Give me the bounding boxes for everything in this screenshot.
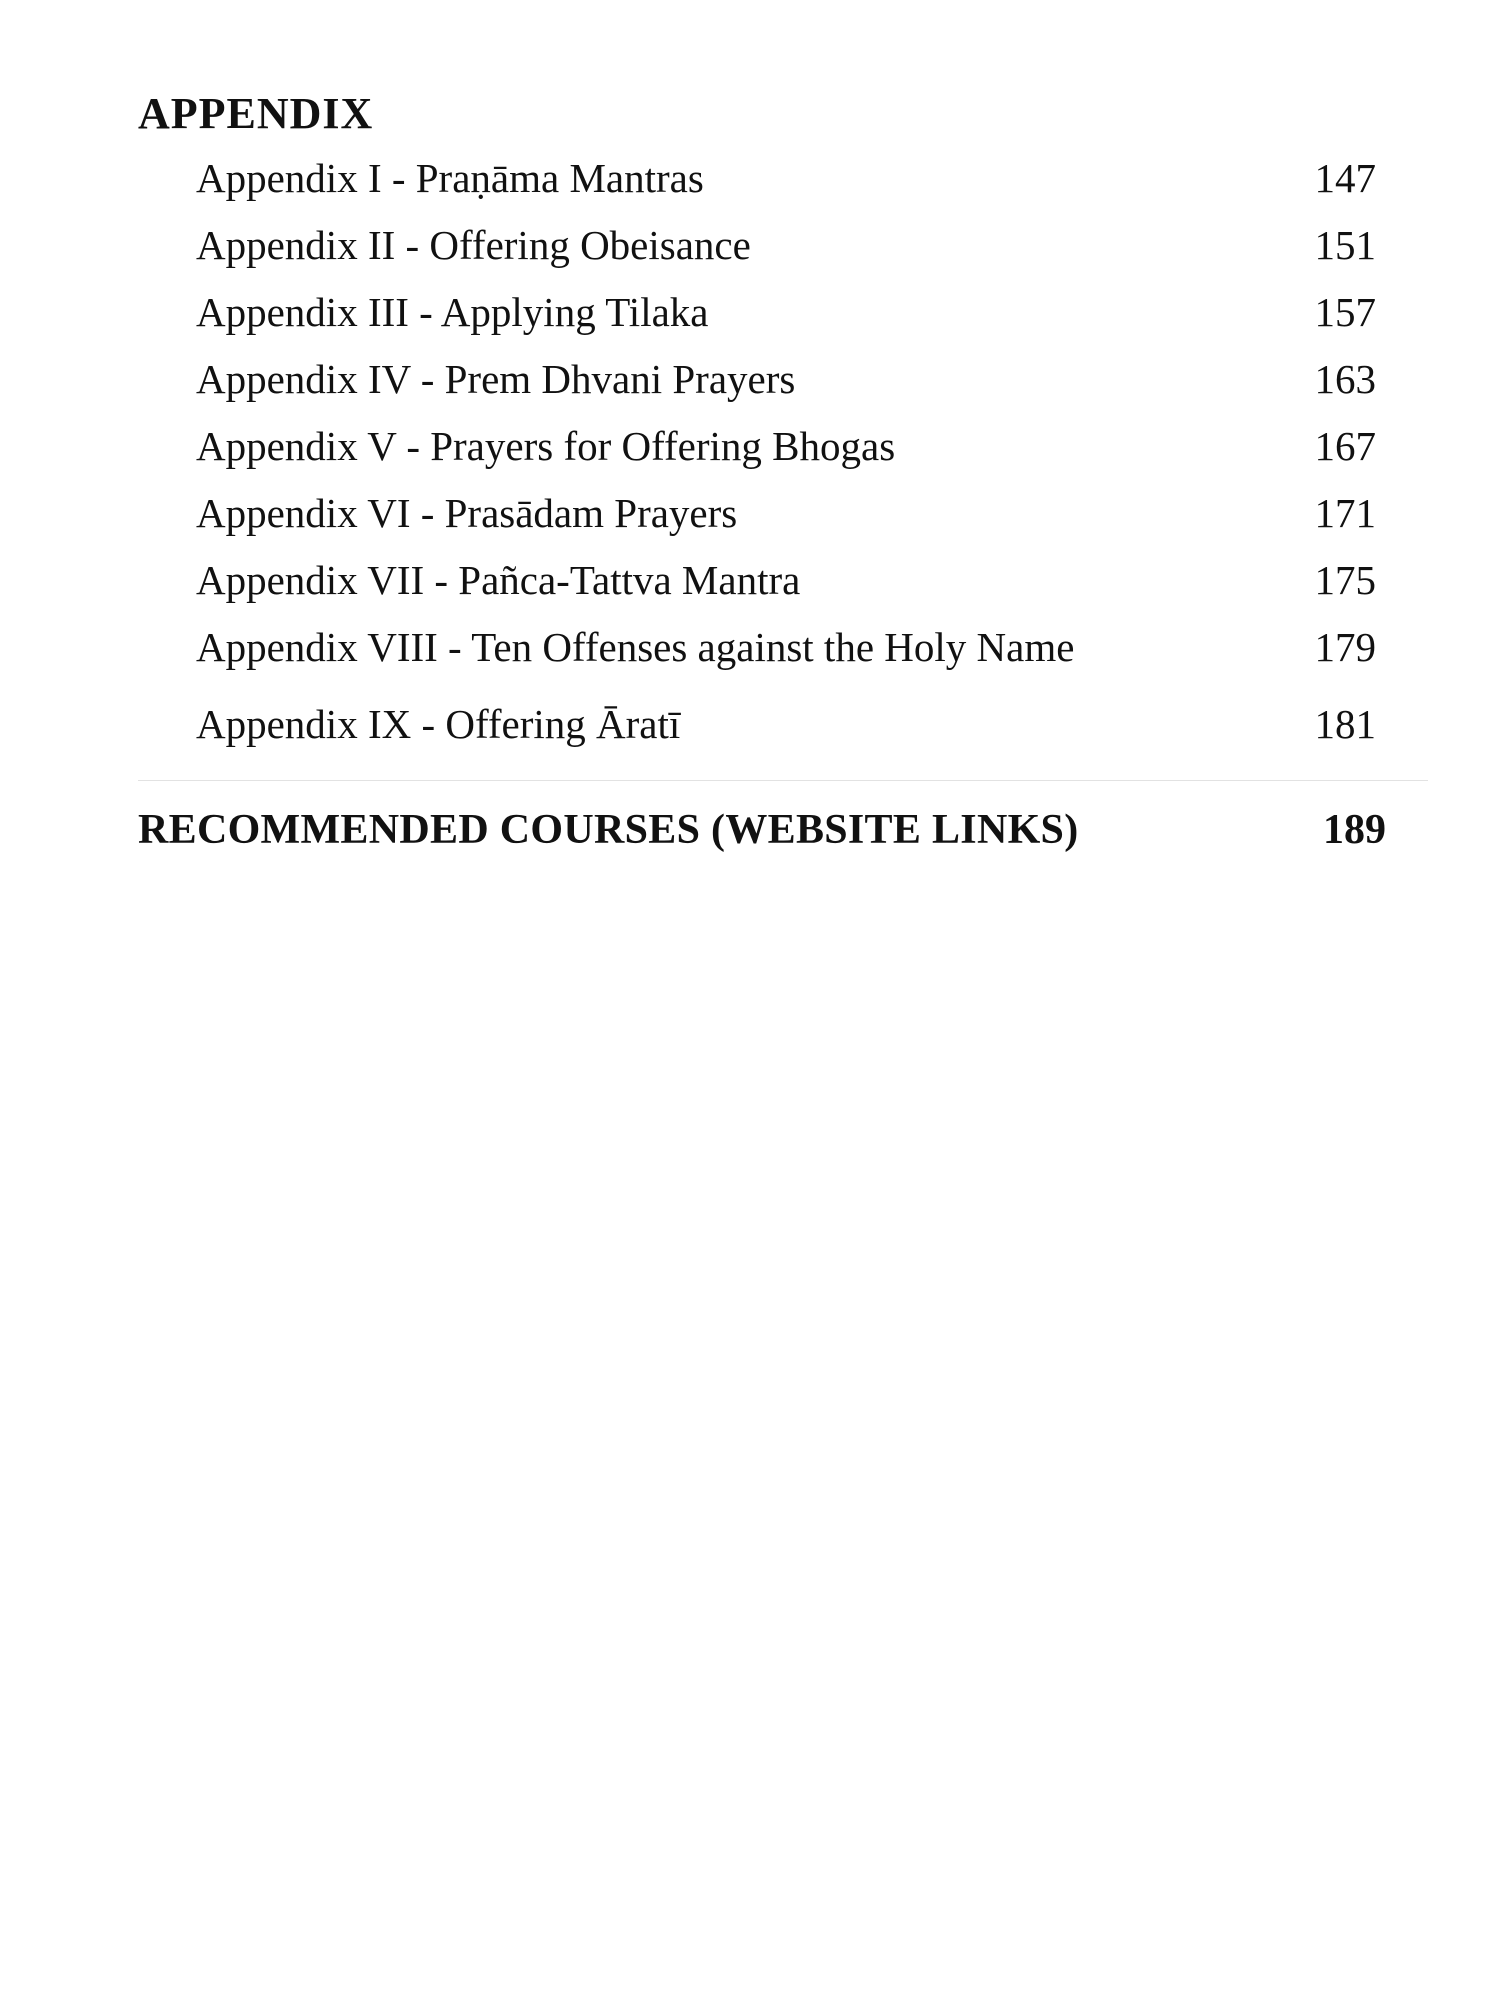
recommended-courses-heading: RECOMMENDED COURSES (WEBSITE LINKS) <box>138 807 1079 853</box>
toc-entry-appendix-3[interactable] <box>196 282 1376 349</box>
toc-entry-appendix-1[interactable] <box>196 148 1376 215</box>
section-divider <box>138 780 1428 781</box>
toc-entry-appendix-9[interactable] <box>196 694 1376 761</box>
toc-entry-page-number: 163 <box>1314 356 1376 402</box>
toc-entry-title: Appendix VIII - Ten Offenses against the Holy Name <box>196 624 1075 670</box>
appendix-entry-list <box>196 148 1376 761</box>
toc-entry-page-number: 167 <box>1314 423 1376 469</box>
toc-entry-appendix-7[interactable] <box>196 550 1376 617</box>
appendix-heading: APPENDIX <box>138 89 374 138</box>
toc-entry-recommended-courses[interactable] <box>138 800 1386 860</box>
toc-entry-appendix-4[interactable] <box>196 349 1376 416</box>
toc-entry-page-number: 181 <box>1314 701 1376 747</box>
toc-entry-title: Appendix II - Offering Obeisance <box>196 222 751 268</box>
toc-entry-title: Appendix III - Applying Tilaka <box>196 289 709 335</box>
toc-entry-page-number: 171 <box>1314 490 1376 536</box>
toc-entry-appendix-6[interactable] <box>196 483 1376 550</box>
toc-entry-title: Appendix V - Prayers for Offering Bhogas <box>196 423 896 469</box>
toc-entry-appendix-2[interactable] <box>196 215 1376 282</box>
toc-entry-appendix-8[interactable] <box>196 617 1376 694</box>
recommended-courses-page-number: 189 <box>1323 807 1386 853</box>
toc-entry-title: Appendix VII - Pañca-Tattva Mantra <box>196 557 801 603</box>
toc-entry-page-number: 179 <box>1314 624 1376 670</box>
toc-entry-page-number: 151 <box>1314 222 1376 268</box>
toc-entry-title: Appendix IV - Prem Dhvani Prayers <box>196 356 796 402</box>
toc-entry-title: Appendix IX - Offering Āratī <box>196 701 681 747</box>
toc-entry-appendix-5[interactable] <box>196 416 1376 483</box>
toc-entry-title: Appendix I - Praṇāma Mantras <box>196 155 704 201</box>
toc-entry-page-number: 147 <box>1314 155 1376 201</box>
toc-entry-title: Appendix VI - Prasādam Prayers <box>196 490 738 536</box>
toc-entry-page-number: 175 <box>1314 557 1376 603</box>
toc-entry-page-number: 157 <box>1314 289 1376 335</box>
